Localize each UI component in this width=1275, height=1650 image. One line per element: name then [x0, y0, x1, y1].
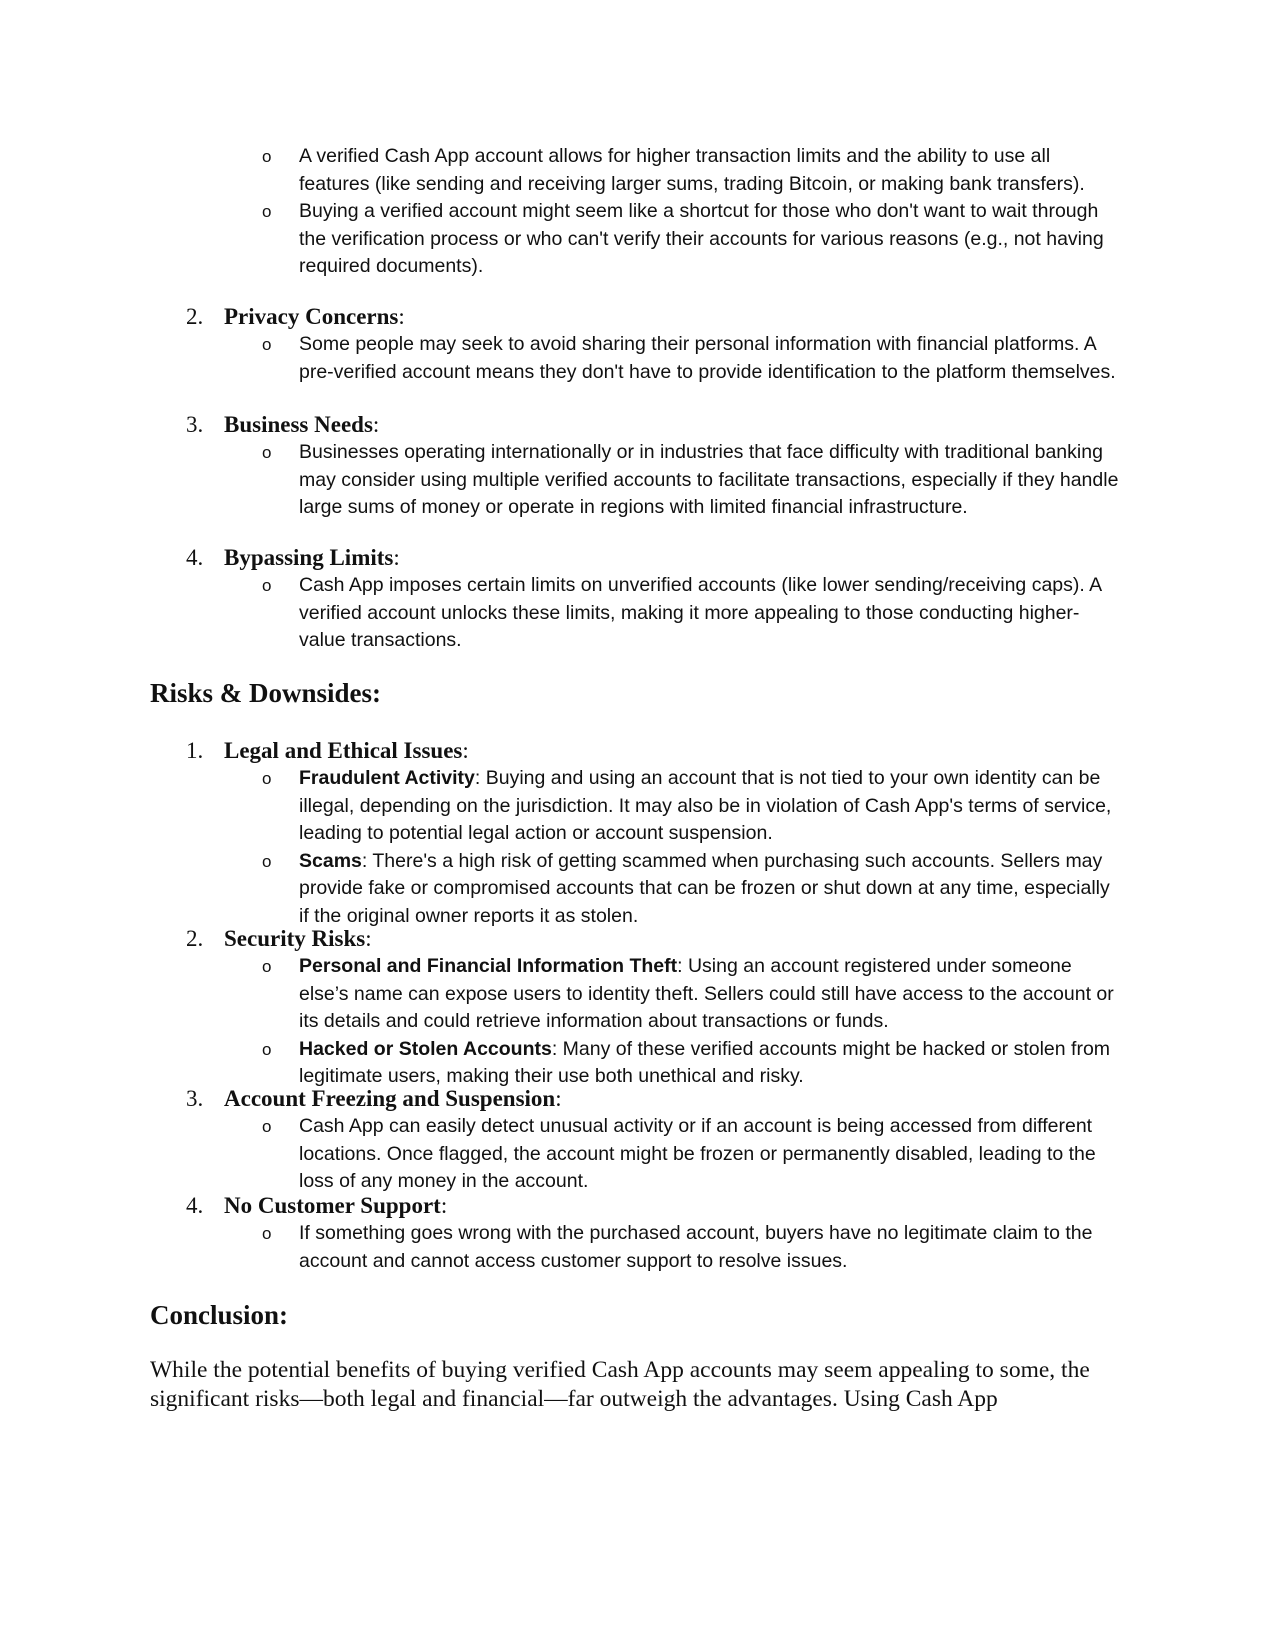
bullet-icon: o [262, 202, 272, 222]
numbered-heading: 4. Bypassing Limits: [186, 545, 400, 570]
risk-security [0, 924, 1275, 1091]
list-item: o Hacked or Stolen Accounts: Many of these verified accounts might be hacked or stolen from legitimate users, making their use both unethical and risky. [262, 1037, 1111, 1088]
bullet-icon: o [262, 1117, 272, 1136]
numbered-heading: 3. Business Needs: [186, 412, 380, 437]
list-item: o If something goes wrong with the purchased account, buyers have no legitimate claim to the account and cannot access customer support to resolve issues. [262, 1222, 1093, 1272]
list-item: o Scams: There's a high risk of getting scammed when purchasing such accounts. Sellers may provide fake or compromised accounts that can be frozen or shut down at any time, especially if the original owner reports it as stolen. [262, 849, 1110, 927]
numbered-heading: 4. No Customer Support: [186, 1193, 448, 1218]
item-bypassing-limits [0, 543, 1275, 655]
list-item: o Businesses operating internationally or in industries that face difficulty with traditional banking may consider using multiple verified accounts to facilitate transactions, especially if they handle large sums of money or operate in regions with limited financial infrastructure. [262, 441, 1119, 519]
bullet-icon: o [262, 576, 272, 595]
conclusion-paragraph: While the potential benefits of buying verified Cash App accounts may seem appealing to some, the significant risks—both legal and financial—far outweigh the advantages. Using Cash App [150, 1357, 1090, 1412]
risk-legal-ethical [0, 736, 1275, 931]
bullet-icon: o [262, 957, 272, 976]
numbered-heading: 1. Legal and Ethical Issues: [186, 738, 469, 763]
risks-section [0, 678, 1275, 709]
list-item: o Cash App can easily detect unusual activity or if an account is being accessed from different locations. Once flagged, the account might be frozen or permanently disabled, leading to the loss of any money in the account. [262, 1115, 1096, 1193]
bullet-icon: o [262, 769, 272, 788]
bullet-icon: o [262, 1039, 272, 1059]
list-item: o Cash App imposes certain limits on unverified accounts (like lower sending/receiving caps). A verified account unlocks these limits, making it more appealing to those conducting higher-value transactions. [262, 574, 1102, 652]
section-heading: Risks & Downsides: [150, 678, 382, 708]
list-item: o A verified Cash App account allows for higher transaction limits and the ability to use all features (like sending and receiving larger sums, trading Bitcoin, or making bank transfers). [262, 145, 1085, 195]
numbered-heading: 3. Account Freezing and Suspension: [186, 1086, 562, 1111]
list-item: o Personal and Financial Information Theft: Using an account registered under someone else’s name can expose users to identity theft. Sellers could still have access to the account or its details and could retrieve information about transactions or funds. [262, 955, 1114, 1033]
bullet-icon: o [262, 147, 272, 166]
conclusion-section [0, 1300, 1275, 1331]
top-bullets [0, 143, 1275, 281]
item-privacy-concerns [0, 302, 1275, 386]
numbered-heading: 2. Privacy Concerns: [186, 304, 405, 329]
bullet-icon: o [262, 1224, 272, 1243]
list-item: o Some people may seek to avoid sharing their personal information with financial platforms. A pre-verified account means they don't have to provide identification to the platform themselves. [262, 333, 1116, 383]
list-item: o Fraudulent Activity: Buying and using an account that is not tied to your own identity can be illegal, depending on the jurisdiction. It may also be in violation of Cash App's terms of service, leading to potential legal action or account suspension. [262, 767, 1112, 845]
bullet-icon: o [262, 851, 272, 871]
section-heading: Conclusion: [150, 1300, 289, 1330]
bullet-icon: o [262, 443, 272, 462]
item-business-needs [0, 410, 1275, 522]
risk-no-support [0, 1191, 1275, 1275]
numbered-heading: 2. Security Risks: [186, 926, 372, 951]
bullet-icon: o [262, 335, 272, 354]
list-item: o Buying a verified account might seem like a shortcut for those who don't want to wait through the verification process or who can't verify their accounts for various reasons (e.g., not having required documents). [262, 200, 1104, 278]
risk-account-freezing [0, 1084, 1275, 1196]
